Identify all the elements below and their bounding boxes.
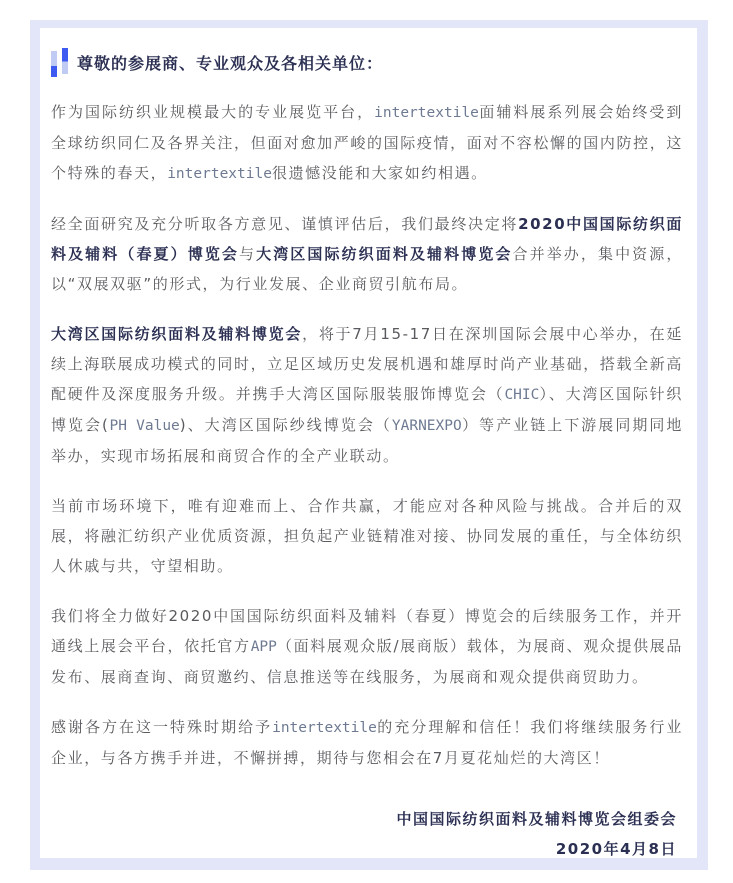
signature-block	[51, 804, 683, 858]
salutation-heading	[51, 47, 683, 77]
text-run: 感谢各方在这一特殊时期给予	[51, 718, 273, 736]
text-run: 我们将全力做好2020中国国际纺织面料及辅料（春夏）博览会的后续服务工作，并开通线上展会平台，依托官方	[51, 607, 683, 655]
expo-name-emphasis: 大湾区国际纺织面料及辅料博览会	[51, 325, 303, 343]
paragraph-online-services	[51, 601, 683, 692]
brand-name-text: intertextile	[374, 105, 479, 121]
text-run: 的充分理解和信任！我们将继续服务行业企业，与各方携手并进，不懈拼搏，期待与您相会在7月夏花灿烂的大湾区！	[51, 718, 683, 767]
text-run: ）、大湾区国际针织博览会(	[51, 385, 684, 434]
text-run: )、大湾区国际纱线博览会（	[179, 416, 392, 434]
text-run: 与	[239, 245, 257, 263]
announcement-panel	[30, 20, 708, 870]
brand-name-text: intertextile	[167, 166, 272, 182]
text-run: 合并举办，集中资源，以“双展双驱”的形式，为行业发展、企业商贸引航布局。	[51, 245, 683, 293]
text-run: 经全面研究及充分听取各方意见、谨慎评估后，我们最终决定将	[51, 215, 519, 233]
expo-name-emphasis: 大湾区国际纺织面料及辅料博览会	[256, 245, 513, 263]
app-text: APP	[250, 639, 277, 655]
signature-date: 2020年4月8日	[555, 840, 677, 858]
text-run: ）等产业链上下游展同期同地举办，实现市场拓展和商贸合作的全产业联动。	[51, 416, 683, 465]
announcement-card	[40, 28, 697, 858]
expo-acronym-text: PH Value	[109, 418, 180, 434]
paragraph-decision	[51, 209, 683, 299]
bar-left-icon	[51, 51, 57, 77]
text-run: 很遗憾没能和大家如约相遇。	[271, 164, 488, 182]
salutation-text: 尊敬的参展商、专业观众及各相关单位：	[77, 53, 384, 73]
expo-name-emphasis: 2020中国国际纺织面料及辅料（春夏）博览会	[51, 215, 683, 263]
expo-acronym-text: YARNEXPO	[391, 418, 462, 434]
text-run: 作为国际纺织业规模最大的专业展览平台，	[51, 103, 375, 121]
paragraph-intro	[51, 97, 683, 189]
paragraph-market	[51, 491, 683, 581]
expo-acronym-text: CHIC	[504, 387, 540, 403]
double-bar-icon	[51, 47, 68, 77]
brand-name-text: intertextile	[272, 720, 377, 736]
bar-right-icon	[62, 48, 68, 74]
text-run: （面料展观众版/展商版）载体，为展商、观众提供展品发布、展商查询、商贸邀约、信息推送等在线服务，为展商和观众提供商贸助力。	[51, 637, 683, 686]
text-run: 当前市场环境下，唯有迎难而上、合作共赢，才能应对各种风险与挑战。合并后的双展，将融汇纺织产业优质资源，担负起产业链精准对接、协同发展的重任，与全体纺织人休戚与共，守望相助。	[51, 497, 683, 575]
text-run: 面辅料展系列展会始终受到全球纺织同仁及各界关注，但面对愈加严峻的国际疫情，面对不容松懈的国内防控，这个特殊的春天，	[51, 103, 683, 182]
text-run: ，将于7月15-17日在深圳国际会展中心举办，在延续上海联展成功模式的同时，立足区域历史发展机遇和雄厚时尚产业基础，搭载全新高配硬件及深度服务升级。并携手大湾区国际服装服饰博览会（	[51, 325, 683, 403]
paragraph-event-details	[51, 319, 683, 471]
signature-organization: 中国国际纺织面料及辅料博览会组委会	[396, 810, 677, 828]
paragraph-thanks	[51, 712, 683, 773]
